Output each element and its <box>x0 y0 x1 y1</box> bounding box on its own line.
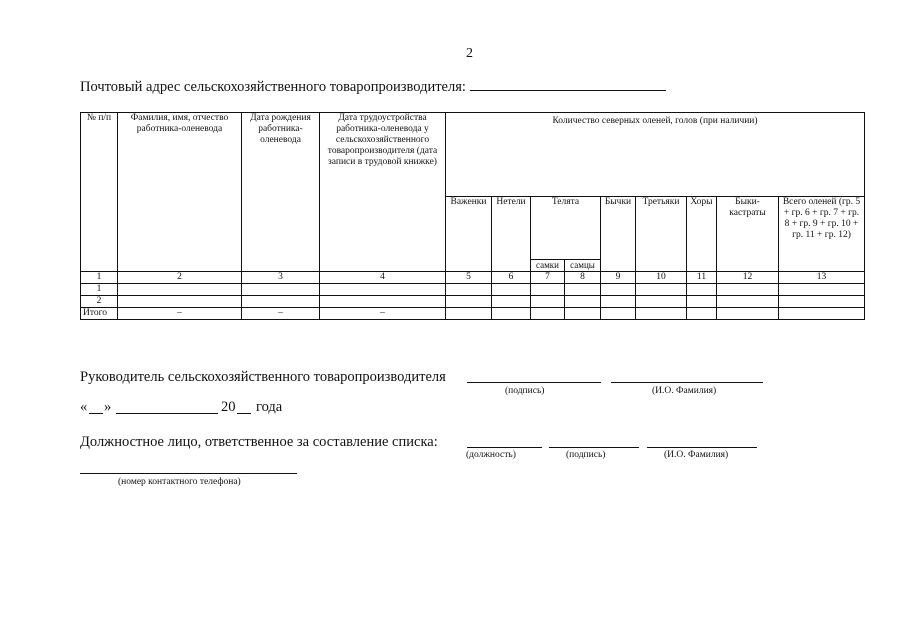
cell[interactable] <box>779 308 865 320</box>
date-open-quote: « <box>80 399 88 415</box>
header-reindeer-count: Количество северных оленей, голов (при наличии) <box>446 113 865 197</box>
cell[interactable] <box>687 296 717 308</box>
column-number: 3 <box>242 272 320 284</box>
column-number: 10 <box>636 272 687 284</box>
table-row <box>81 284 865 296</box>
row-number: 1 <box>81 284 118 296</box>
header-telyata: Телята <box>531 197 601 260</box>
column-number: 2 <box>118 272 242 284</box>
header-employment-date: Дата трудоустройства работника-оленевода у сельскохозяйственного товаропроизводителя (дата записи в трудовой книжке) <box>320 113 446 272</box>
cell[interactable] <box>242 296 320 308</box>
head-signature-label: Руководитель сельскохозяйственного товаропроизводителя <box>80 369 446 385</box>
head-signature-caption: (подпись) <box>505 386 545 396</box>
table-row <box>81 296 865 308</box>
official-signature-line[interactable] <box>549 447 639 448</box>
cell[interactable] <box>492 284 531 296</box>
column-number: 8 <box>565 272 601 284</box>
column-numbers-row <box>81 272 865 284</box>
date-year-word: года <box>256 399 283 415</box>
official-name-line[interactable] <box>647 447 757 448</box>
cell[interactable] <box>118 296 242 308</box>
column-number: 12 <box>717 272 779 284</box>
cell[interactable] <box>531 308 565 320</box>
cell[interactable] <box>118 284 242 296</box>
cell[interactable] <box>636 284 687 296</box>
column-number: 5 <box>446 272 492 284</box>
header-khory: Хоры <box>687 197 717 272</box>
cell[interactable] <box>779 296 865 308</box>
column-number: 7 <box>531 272 565 284</box>
page-number: 2 <box>466 46 473 61</box>
head-name-line[interactable] <box>611 382 763 383</box>
cell[interactable] <box>320 284 446 296</box>
head-signature-line[interactable] <box>467 382 601 383</box>
cell[interactable] <box>717 284 779 296</box>
cell[interactable] <box>601 308 636 320</box>
position-caption: (должность) <box>466 450 516 460</box>
date-year-line[interactable] <box>237 413 251 414</box>
cell[interactable] <box>565 284 601 296</box>
head-name-caption: (И.О. Фамилия) <box>652 386 717 396</box>
cell[interactable] <box>687 308 717 320</box>
postal-address-blank[interactable] <box>470 77 666 91</box>
total-dash: – <box>242 308 320 320</box>
cell[interactable] <box>492 296 531 308</box>
phone-caption: (номер контактного телефона) <box>118 477 241 487</box>
header-num: № п/п <box>81 113 118 272</box>
cell[interactable] <box>636 296 687 308</box>
header-tretyaki: Третьяки <box>636 197 687 272</box>
cell[interactable] <box>601 296 636 308</box>
postal-address-label: Почтовый адрес сельскохозяйственного товаропроизводителя: <box>80 79 466 95</box>
cell[interactable] <box>636 308 687 320</box>
official-label: Должностное лицо, ответственное за составление списка: <box>80 434 438 450</box>
cell[interactable] <box>446 284 492 296</box>
total-row <box>81 308 865 320</box>
phone-line[interactable] <box>80 473 297 474</box>
date-day-line[interactable] <box>89 413 103 414</box>
header-samki: самки <box>531 260 565 272</box>
header-byki-kastraty: Быки-кастраты <box>717 197 779 272</box>
date-century: 20 <box>221 399 236 415</box>
postal-address-line <box>80 77 666 96</box>
total-dash: – <box>320 308 446 320</box>
total-label: Итого <box>81 308 118 320</box>
header-total: Всего оленей (гр. 5 + гр. 6 + гр. 7 + гр. 8 + гр. 9 + гр. 10 + гр. 11 + гр. 12) <box>779 197 865 272</box>
total-dash: – <box>118 308 242 320</box>
cell[interactable] <box>717 296 779 308</box>
column-number: 13 <box>779 272 865 284</box>
cell[interactable] <box>601 284 636 296</box>
column-number: 11 <box>687 272 717 284</box>
official-name-caption: (И.О. Фамилия) <box>664 450 729 460</box>
cell[interactable] <box>320 296 446 308</box>
cell[interactable] <box>492 308 531 320</box>
header-bychki: Бычки <box>601 197 636 272</box>
row-number: 2 <box>81 296 118 308</box>
column-number: 1 <box>81 272 118 284</box>
cell[interactable] <box>446 308 492 320</box>
cell[interactable] <box>565 296 601 308</box>
column-number: 9 <box>601 272 636 284</box>
header-birth-date: Дата рождения работника-оленевода <box>242 113 320 272</box>
date-close-quote: » <box>104 399 112 415</box>
cell[interactable] <box>565 308 601 320</box>
cell[interactable] <box>531 284 565 296</box>
header-samtsy: самцы <box>565 260 601 272</box>
cell[interactable] <box>446 296 492 308</box>
cell[interactable] <box>531 296 565 308</box>
official-signature-caption: (подпись) <box>566 450 606 460</box>
cell[interactable] <box>242 284 320 296</box>
header-neteli: Нетели <box>492 197 531 272</box>
header-name: Фамилия, имя, отчество работника-оленевода <box>118 113 242 272</box>
cell[interactable] <box>687 284 717 296</box>
official-position-line[interactable] <box>467 447 542 448</box>
column-number: 4 <box>320 272 446 284</box>
cell[interactable] <box>717 308 779 320</box>
column-number: 6 <box>492 272 531 284</box>
cell[interactable] <box>779 284 865 296</box>
header-vazhenki: Важенки <box>446 197 492 272</box>
date-month-line[interactable] <box>116 413 218 414</box>
reindeer-herders-table <box>80 112 865 320</box>
